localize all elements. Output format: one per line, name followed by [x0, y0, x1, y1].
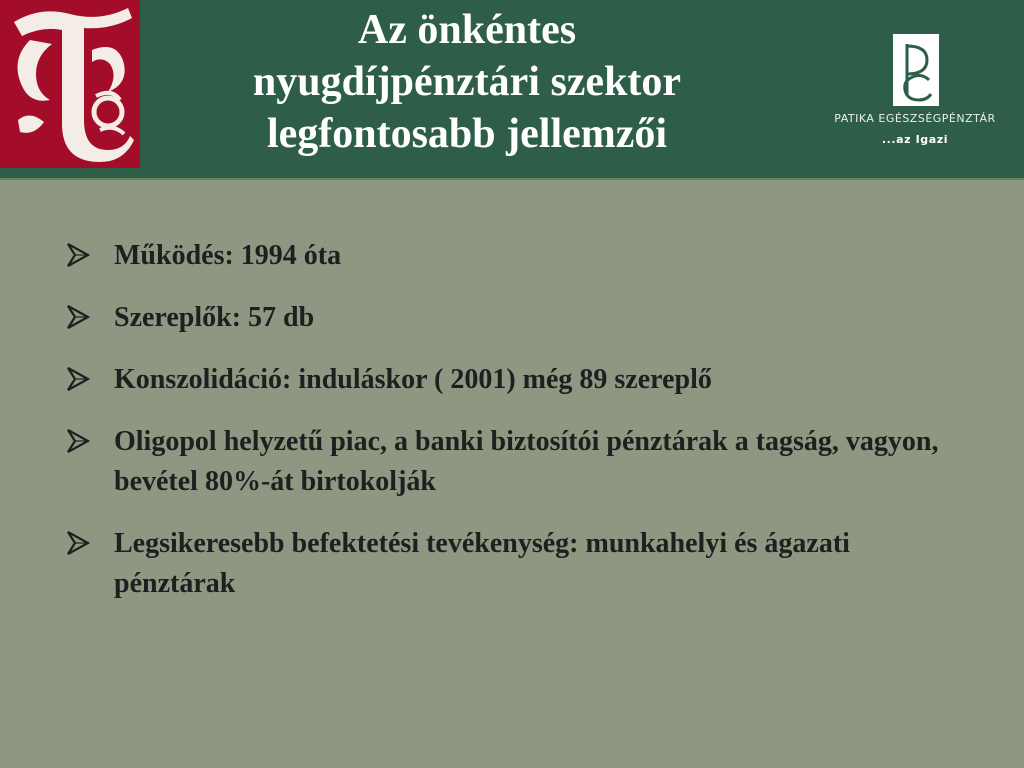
bullet-text: Konszolidáció: induláskor ( 2001) még 89 szereplő [114, 364, 712, 395]
patika-logo [820, 30, 1010, 160]
bullet-text: Szereplők: 57 db [114, 302, 315, 333]
header-bar [0, 0, 1024, 178]
list-item [66, 360, 966, 400]
bullet-text: Oligopol helyzetű piac, a banki biztosítói pénztárak a tagság, vagyon, bevétel 80%-át birtokolják [114, 426, 939, 497]
pc-monogram-icon [893, 34, 939, 106]
arrowhead-bullet-icon [66, 366, 90, 392]
title-line-2: nyugdíjpénztári szektor [252, 59, 682, 105]
title-line-1: Az önkéntes [357, 7, 577, 53]
title-line-3: legfontosabb jellemzői [266, 111, 668, 157]
bullet-text: Legsikeresebb befektetési tevékenység: munkahelyi és ágazati pénztárak [114, 528, 850, 599]
bullet-list [66, 236, 966, 626]
header-divider [0, 178, 1024, 180]
arrowhead-bullet-icon [66, 242, 90, 268]
list-item [66, 236, 966, 276]
bullet-text: Működés: 1994 óta [114, 240, 342, 271]
list-item [66, 422, 966, 502]
arrowhead-bullet-icon [66, 530, 90, 556]
list-item [66, 524, 966, 604]
arrowhead-bullet-icon [66, 428, 90, 454]
ornamental-letter-t-icon [0, 0, 140, 168]
logo-tagline: ...az Igazi [881, 133, 949, 146]
arrowhead-bullet-icon [66, 304, 90, 330]
logo-company-name: PATIKA EGÉSZSÉGPÉNZTÁR [834, 112, 996, 125]
list-item [66, 298, 966, 338]
slide-title [170, 4, 764, 160]
